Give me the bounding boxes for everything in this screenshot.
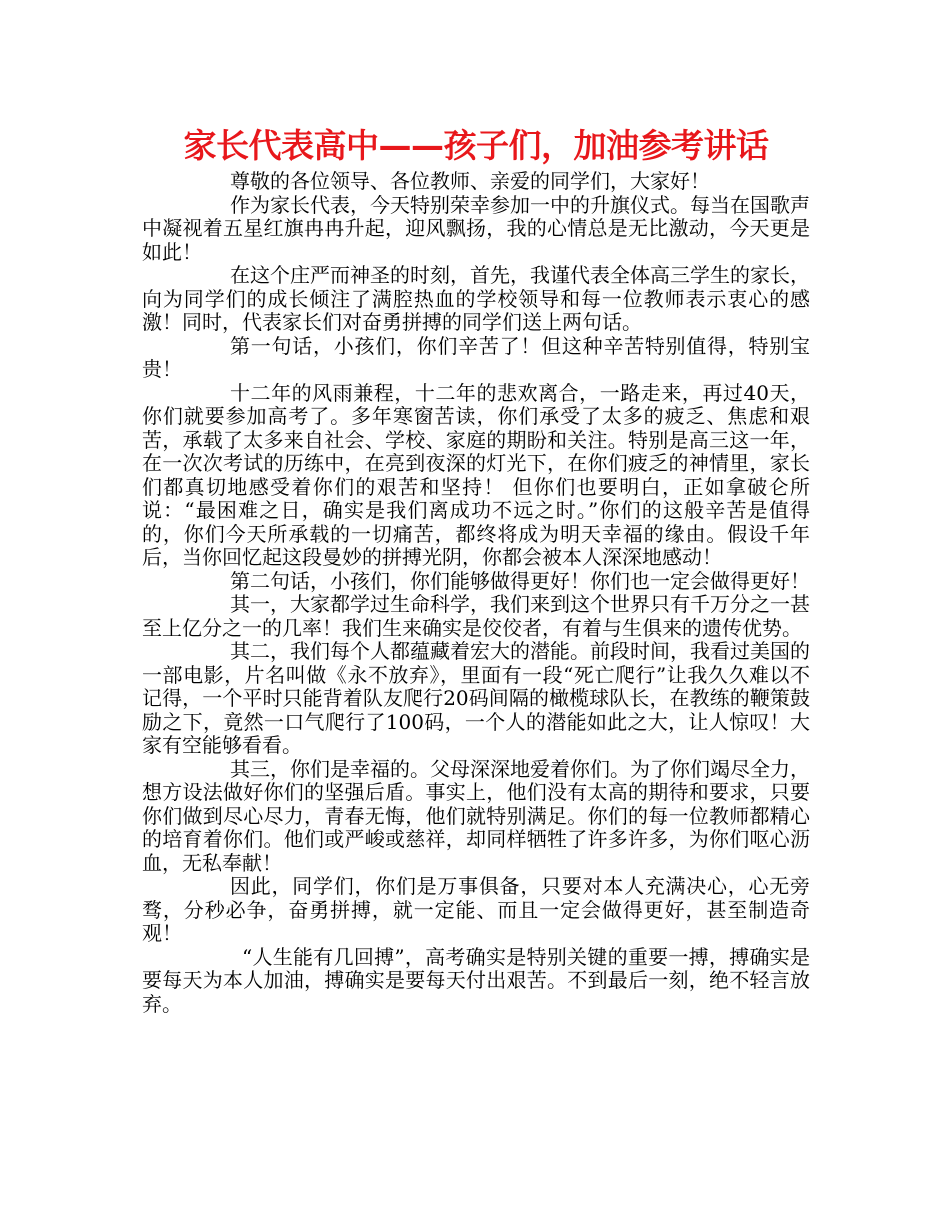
paragraph-conclusion: 因此，同学们，你们是万事俱备，只要对本人充满决心，心无旁骛，分秒必争，奋勇拼搏，就一定能、而且一定会做得更好，甚至制造奇观！ bbox=[142, 874, 810, 945]
paragraph-introduction: 作为家长代表，今天特别荣幸参加一中的升旗仪式。每当在国歌声中凝视着五星红旗冉冉升起，迎风飘扬，我的心情总是无比激动，今天更是如此！ bbox=[142, 192, 810, 264]
paragraph-closing: “人生能有几回搏”，高考确实是特别关键的重要一搏，搏确实是要每天为本人加油，搏确实是要每天付出艰苦。不到最后一刻，绝不轻言放弃。 bbox=[142, 944, 810, 1016]
paragraph-point-three: 其三，你们是幸福的。父母深深地爱着你们。为了你们竭尽全力，想方设法做好你们的坚强后盾。事实上，他们没有太高的期待和要求，只要你们做到尽心尽力，青春无悔，他们就特别满足。你们的每一位教师都精心的培育着你们。他们或严峻或慈祥，却同样牺牲了许多许多，为你们呕心沥血，无私奉献！ bbox=[142, 756, 810, 875]
document-body bbox=[142, 170, 810, 1016]
document-page bbox=[142, 122, 810, 1016]
paragraph-greeting: 尊敬的各位领导、各位教师、亲爱的同学们，大家好！ bbox=[230, 169, 710, 193]
paragraph-thanks: 在这个庄严而神圣的时刻，首先，我谨代表全体高三学生的家长，向为同学们的成长倾注了满腔热血的学校领导和每一位教师表示衷心的感激！同时，代表家长们对奋勇拼搏的同学们送上两句话。 bbox=[142, 263, 810, 334]
paragraph-point-one: 其一，大家都学过生命科学，我们来到这个世界只有千万分之一甚至上亿分之一的几率！我们生来确实是佼佼者，有着与生俱来的遗传优势。 bbox=[142, 592, 810, 640]
document-title: 家长代表高中——孩子们，加油参考讲话 bbox=[183, 126, 769, 165]
paragraph-first-sentence: 第一句话，小孩们，你们辛苦了！但这种辛苦特别值得，特别宝贵！ bbox=[142, 333, 810, 381]
paragraph-point-two: 其二，我们每个人都蕴藏着宏大的潜能。前段时间，我看过美国的一部电影，片名叫做《永不放弃》，里面有一段“死亡爬行”让我久久难以不记得，一个平时只能背着队友爬行20码间隔的橄榄球队长，在教练的鞭策鼓励之下，竟然一口气爬行了100码，一个人的潜能如此之大，让人惊叹！大家有空能够看看。 bbox=[142, 639, 810, 757]
paragraph-second-sentence: 第二句话，小孩们，你们能够做得更好！你们也一定会做得更好！ bbox=[230, 568, 810, 593]
paragraph-hardship: 十二年的风雨兼程，十二年的悲欢离合，一路走来，再过40天，你们就要参加高考了。多年寒窗苦读，你们承受了太多的疲乏、焦虑和艰苦，承载了太多来自社会、学校、家庭的期盼和关注。特别是高三这一年，在一次次考试的历练中，在亮到夜深的灯光下，在你们疲乏的神情里，家长们都真切地感受着你们的艰苦和坚持！ 但你们也要明白，正如拿破仑所说：“最困难之日，确实是我们离成功不远之时。”你们的这般辛苦是值得的，你们今天所承载的一切痛苦，都终将成为明天幸福的缘由。假设千年后，当你回忆起这段曼妙的拼搏光阴，你都会被本人深深地感动！ bbox=[142, 380, 810, 569]
